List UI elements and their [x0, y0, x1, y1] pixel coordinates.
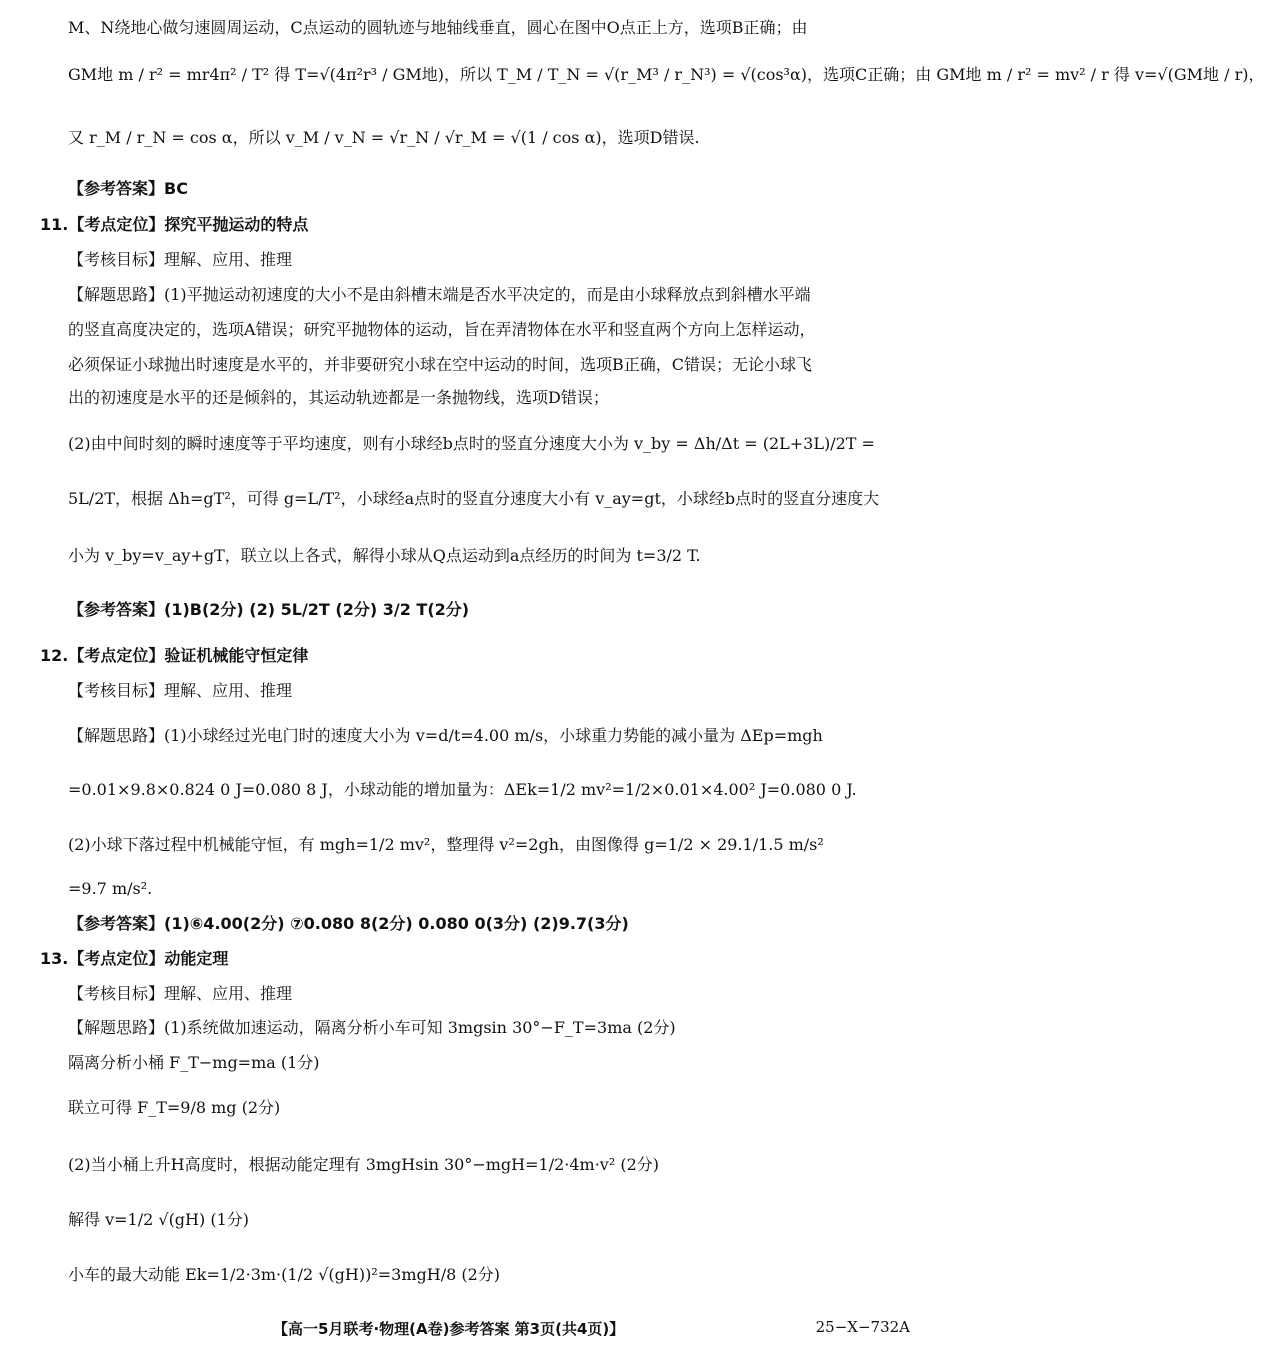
- question-13-heading: 13.【考点定位】动能定理: [40, 949, 229, 968]
- formula-line: 解得 v=1/2 √(gH) (1分): [68, 1210, 249, 1229]
- text-line: 必须保证小球抛出时速度是水平的，并非要研究小球在空中运动的时间，选项B正确，C错误；无论小球飞: [68, 355, 813, 374]
- formula-line: 【解题思路】(1)小球经过光电门时的速度大小为 v=d/t=4.00 m/s，小球重力势能的减小量为 ΔEp=mgh: [68, 726, 823, 745]
- goal-line: 【考核目标】理解、应用、推理: [68, 984, 293, 1003]
- text-line: 的竖直高度决定的，选项A错误；研究平抛物体的运动，旨在弄清物体在水平和竖直两个方向上怎样运动，: [68, 320, 816, 339]
- formula-line: (2)由中间时刻的瞬时速度等于平均速度，则有小球经b点时的竖直分速度大小为 v_by = Δh/Δt = (2L+3L)/2T =: [68, 434, 875, 453]
- formula-line: (2)当小桶上升H高度时，根据动能定理有 3mgHsin 30°−mgH=1/2·4m·v² (2分): [68, 1155, 659, 1174]
- footer-title: 【高一5月联考·物理(A卷)参考答案 第3页(共4页)】: [273, 1320, 625, 1338]
- text-line: 出的初速度是水平的还是倾斜的，其运动轨迹都是一条抛物线，选项D错误；: [68, 388, 609, 407]
- text-line: 【解题思路】(1)平抛运动初速度的大小不是由斜槽末端是否水平决定的，而是由小球释放点到斜槽水平端: [68, 285, 811, 304]
- footer-code: 25−X−732A: [815, 1318, 910, 1336]
- formula-line: 小为 v_by=v_ay+gT，联立以上各式，解得小球从Q点运动到a点经历的时间为 t=3/2 T.: [68, 546, 701, 565]
- formula-line: =9.7 m/s².: [68, 879, 153, 898]
- formula-line: 又 r_M / r_N = cos α，所以 v_M / v_N = √r_N / √r_M = √(1 / cos α)，选项D错误.: [68, 128, 700, 147]
- question-12-heading: 12.【考点定位】验证机械能守恒定律: [40, 646, 309, 665]
- answer-line: 【参考答案】BC: [68, 179, 188, 198]
- answer-line: 【参考答案】(1)B(2分) (2) 5L/2T (2分) 3/2 T(2分): [68, 600, 470, 619]
- formula-line: 【解题思路】(1)系统做加速运动，隔离分析小车可知 3mgsin 30°−F_T=3ma (2分): [68, 1018, 676, 1037]
- question-11-heading: 11.【考点定位】探究平抛运动的特点: [40, 215, 309, 234]
- answer-line: 【参考答案】(1)⑥4.00(2分) ⑦0.080 8(2分) 0.080 0(3分) (2)9.7(3分): [68, 914, 629, 933]
- goal-line: 【考核目标】理解、应用、推理: [68, 250, 293, 269]
- formula-line: 5L/2T，根据 Δh=gT²，可得 g=L/T²，小球经a点时的竖直分速度大小有 v_ay=gt，小球经b点时的竖直分速度大: [68, 489, 880, 508]
- text-line: M、N绕地心做匀速圆周运动，C点运动的圆轨迹与地轴线垂直，圆心在图中O点正上方，选项B正确；由: [68, 18, 808, 37]
- goal-line: 【考核目标】理解、应用、推理: [68, 681, 293, 700]
- formula-line: 小车的最大动能 Ek=1/2·3m·(1/2 √(gH))²=3mgH/8 (2分): [68, 1265, 501, 1284]
- formula-line: =0.01×9.8×0.824 0 J=0.080 8 J，小球动能的增加量为：ΔEk=1/2 mv²=1/2×0.01×4.00² J=0.080 0 J.: [68, 780, 857, 799]
- formula-line: 隔离分析小桶 F_T−mg=ma (1分): [68, 1053, 320, 1072]
- formula-line: GM地 m / r² = mr4π² / T² 得 T=√(4π²r³ / GM地)，所以 T_M / T_N = √(r_M³ / r_N³) = √(cos³α)，选项C正确；由 GM地 m / r² = mv² / r 得 v=√(GM地 / r)，: [68, 65, 1264, 84]
- formula-line: (2)小球下落过程中机械能守恒，有 mgh=1/2 mv²，整理得 v²=2gh，由图像得 g=1/2 × 29.1/1.5 m/s²: [68, 835, 824, 854]
- formula-line: 联立可得 F_T=9/8 mg (2分): [68, 1098, 281, 1117]
